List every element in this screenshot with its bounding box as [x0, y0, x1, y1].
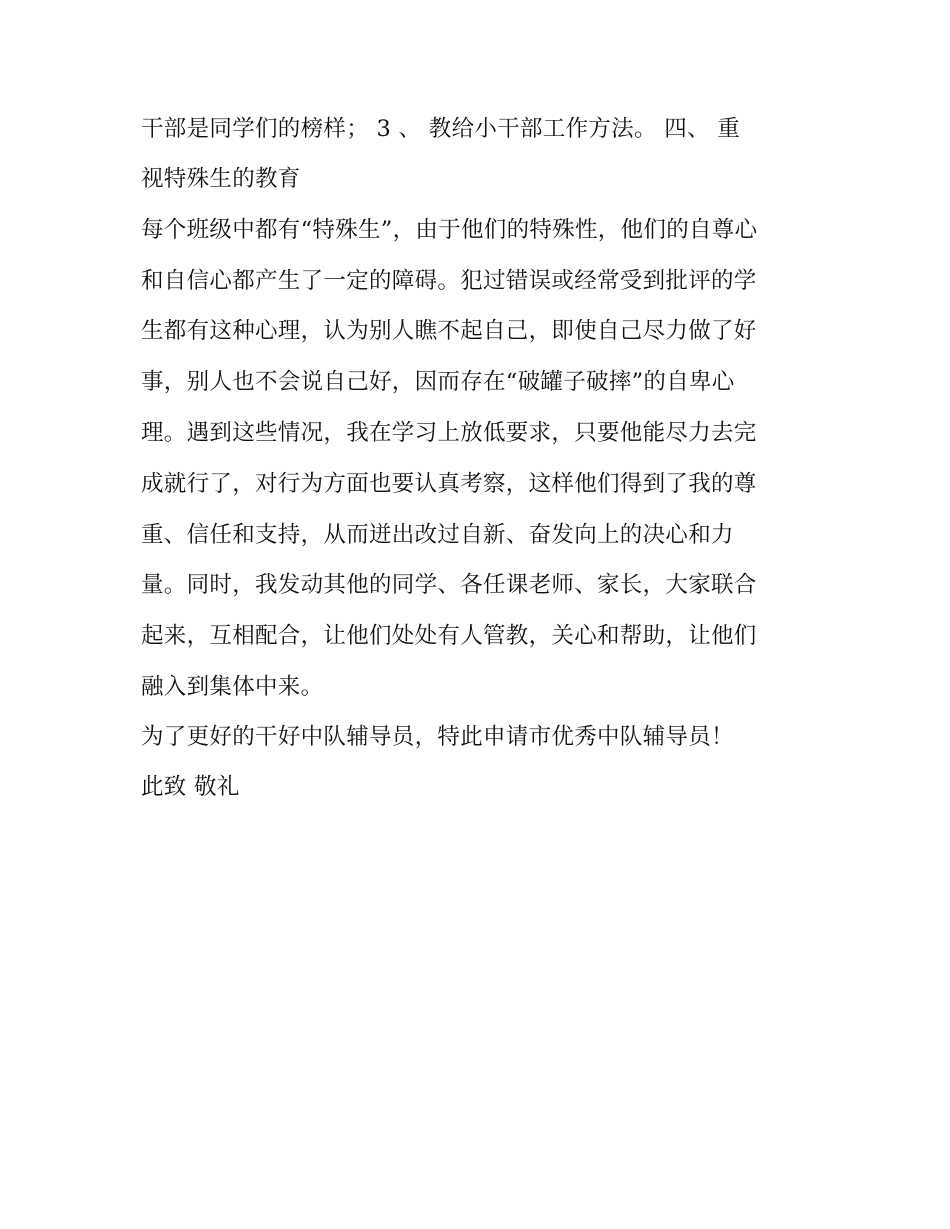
text-line: 起来，互相配合，让他们处处有人管教，关心和帮助，让他们 [141, 623, 757, 649]
text-line: 理。遇到这些情况，我在学习上放低要求，只要他能尽力去完 [141, 420, 757, 446]
text-line: 视特殊生的教育 [141, 166, 301, 192]
text-line: 生都有这种心理，认为别人瞧不起自己，即使自己尽力做了好 [141, 318, 757, 344]
text-line: 事，别人也不会说自己好，因而存在“破罐子破摔”的自卑心 [141, 369, 735, 395]
text-line: 和自信心都产生了一定的障碍。犯过错误或经常受到批评的学 [141, 268, 757, 294]
text-line: 重、信任和支持，从而迸出改过自新、奋发向上的决心和力 [141, 522, 734, 548]
text-line: 量。同时，我发动其他的同学、各任课老师、家长，大家联合 [141, 572, 757, 598]
text-line: 为了更好的干好中队辅导员，特此申请市优秀中队辅导员！ [141, 724, 734, 750]
text-line: 此致 敬礼 [141, 774, 240, 800]
text-line: 融入到集体中来。 [141, 674, 324, 700]
text-line: 干部是同学们的榜样； 3 、 教给小干部工作方法。 四、 重 [141, 116, 741, 142]
text-line: 每个班级中都有“特殊生”，由于他们的特殊性，他们的自尊心 [141, 217, 758, 243]
text-line: 成就行了，对行为方面也要认真考察，这样他们得到了我的尊 [141, 471, 757, 497]
